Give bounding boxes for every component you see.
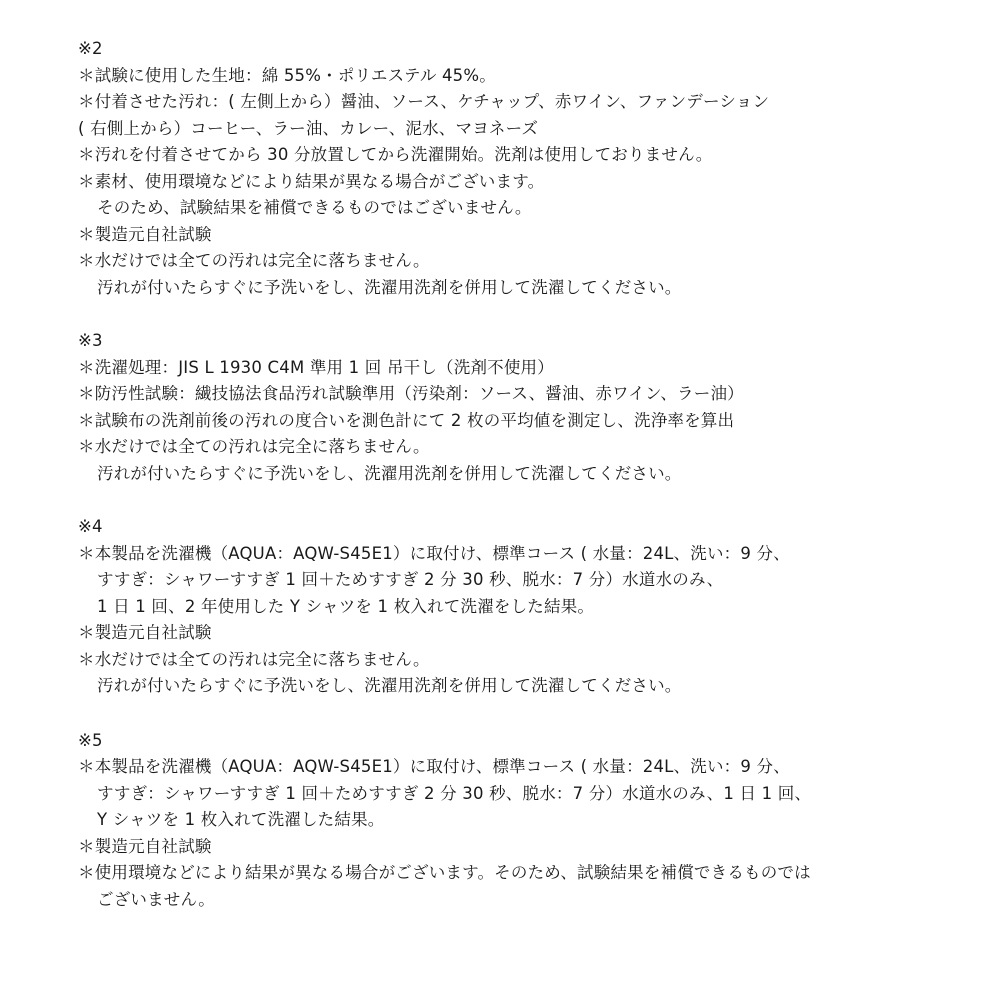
note-heading: ※3 [78, 331, 103, 350]
note-line: ございません。 [97, 889, 215, 909]
note-line: Y シャツを 1 枚入れて洗濯した結果。 [97, 810, 385, 829]
note-line: ＊製造元自社試験 [78, 224, 212, 244]
note-line: ＊本製品を洗濯機（AQUA：AQW-S45E1）に取付け、標準コース ( 水量：24L、洗い：9 分、 [78, 543, 790, 563]
notes-document [78, 36, 978, 913]
note-section-4 [78, 514, 978, 700]
note-section-5 [78, 728, 978, 914]
section-spacer [78, 700, 978, 728]
note-line: ＊洗濯処理：JIS L 1930 C4M 準用 1 回 吊干し（洗剤不使用） [78, 357, 554, 377]
note-line: ＊水だけでは全ての汚れは完全に落ちません。 [78, 437, 430, 456]
note-line: すすぎ：シャワーすすぎ 1 回＋ためすすぎ 2 分 30 秒、脱水：7 分）水道水のみ、 [97, 570, 724, 589]
note-line: ＊本製品を洗濯機（AQUA：AQW-S45E1）に取付け、標準コース ( 水量：24L、洗い：9 分、 [78, 757, 790, 776]
section-spacer [78, 301, 978, 328]
note-line: ＊使用環境などにより結果が異なる場合がございます。そのため、試験結果を補償できるものでは [78, 863, 811, 882]
note-line: ＊素材、使用環境などにより結果が異なる場合がございます。 [78, 171, 545, 191]
note-line: ＊水だけでは全ての汚れは完全に落ちません。 [78, 251, 430, 270]
note-heading: ※4 [78, 517, 103, 536]
note-line: ＊製造元自社試験 [78, 623, 212, 642]
note-line: 汚れが付いたらすぐに予洗いをし、洗濯用洗剤を併用して洗濯してください。 [97, 676, 682, 695]
note-line: ＊製造元自社試験 [78, 836, 212, 856]
note-heading: ※5 [78, 730, 103, 750]
note-line: 汚れが付いたらすぐに予洗いをし、洗濯用洗剤を併用して洗濯してください。 [97, 277, 682, 297]
note-line: ( 右側上から）コーヒー、ラー油、カレー、泥水、マヨネーズ [78, 118, 539, 138]
note-line: ＊付着させた汚れ：( 左側上から）醤油、ソース、ケチャップ、赤ワイン、ファンデーション [78, 92, 770, 111]
note-line: ＊防汚性試験：繊技協法食品汚れ試験準用（汚染剤：ソース、醤油、赤ワイン、ラー油） [78, 384, 744, 403]
note-line: 汚れが付いたらすぐに予洗いをし、洗濯用洗剤を併用して洗濯してください。 [97, 463, 682, 483]
note-section-3 [78, 328, 978, 487]
note-heading: ※2 [78, 39, 103, 58]
note-line: ＊汚れを付着させてから 30 分放置してから洗濯開始。洗剤は使用しておりません。 [78, 145, 713, 164]
section-spacer [78, 487, 978, 514]
note-section-2 [78, 36, 978, 301]
note-line: ＊水だけでは全ての汚れは完全に落ちません。 [78, 649, 430, 669]
note-line: すすぎ：シャワーすすぎ 1 回＋ためすすぎ 2 分 30 秒、脱水：7 分）水道水のみ、1 日 1 回、 [97, 783, 812, 803]
note-line: 1 日 1 回、2 年使用した Y シャツを 1 枚入れて洗濯をした結果。 [97, 596, 595, 616]
note-line: ＊試験布の洗剤前後の汚れの度合いを測色計にて 2 枚の平均値を測定し、洗浄率を算出 [78, 410, 735, 430]
note-line: ＊試験に使用した生地：綿 55%・ポリエステル 45%。 [78, 65, 496, 85]
note-line: そのため、試験結果を補償できるものではございません。 [97, 198, 532, 217]
